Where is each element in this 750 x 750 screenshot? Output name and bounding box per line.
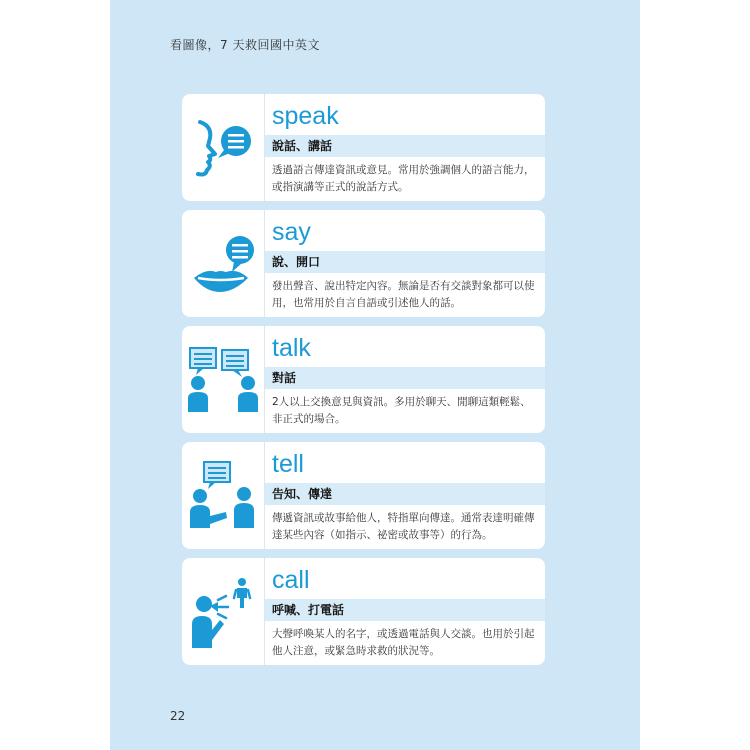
person-calling-out-icon <box>182 558 265 665</box>
vocab-description: 透過語言傳達資訊或意見。常用於強調個人的語言能力，或指演講等正式的說話方式。 <box>272 164 535 193</box>
vocab-word: say <box>272 218 311 246</box>
vocab-description: 2人以上交換意見與資訊。多用於聊天、閒聊這類輕鬆、非正式的場合。 <box>272 396 531 425</box>
vocab-meaning: 說、開口 <box>272 255 321 269</box>
book-page <box>110 0 640 750</box>
vocab-card-speak <box>182 94 545 201</box>
vocab-meaning: 告知、傳達 <box>272 487 333 501</box>
person-telling-person-icon <box>182 442 265 549</box>
vocab-meaning: 對話 <box>272 371 297 385</box>
vocab-card-talk <box>182 326 545 433</box>
two-people-talking-icon <box>182 326 265 433</box>
vocab-word: tell <box>272 450 304 478</box>
vocab-meaning: 呼喊、打電話 <box>272 603 345 617</box>
lips-speech-bubble-icon <box>182 210 265 317</box>
vocab-card-call <box>182 558 545 665</box>
vocab-description: 大聲呼喚某人的名字，或透過電話與人交談。也用於引起他人注意，或緊急時求救的狀況等。 <box>272 628 535 657</box>
vocab-word: speak <box>272 102 339 130</box>
page-number: 22 <box>170 709 186 723</box>
vocab-meaning: 說話、講話 <box>272 139 333 153</box>
page-header: 看圖像，7 天救回國中英文 <box>170 38 320 52</box>
vocab-card-tell <box>182 442 545 549</box>
speaking-face-icon <box>182 94 265 201</box>
vocab-word: talk <box>272 334 311 362</box>
vocab-card-say <box>182 210 545 317</box>
vocab-description: 傳遞資訊或故事給他人，特指單向傳達。通常表達明確傳達某些內容（如指示、祕密或故事等）的行為。 <box>272 512 535 541</box>
meaning-band <box>265 367 545 389</box>
vocab-word: call <box>272 566 310 594</box>
vocab-description: 發出聲音、說出特定內容。無論是否有交談對象都可以使用，也常用於自言自語或引述他人的話。 <box>272 280 535 309</box>
